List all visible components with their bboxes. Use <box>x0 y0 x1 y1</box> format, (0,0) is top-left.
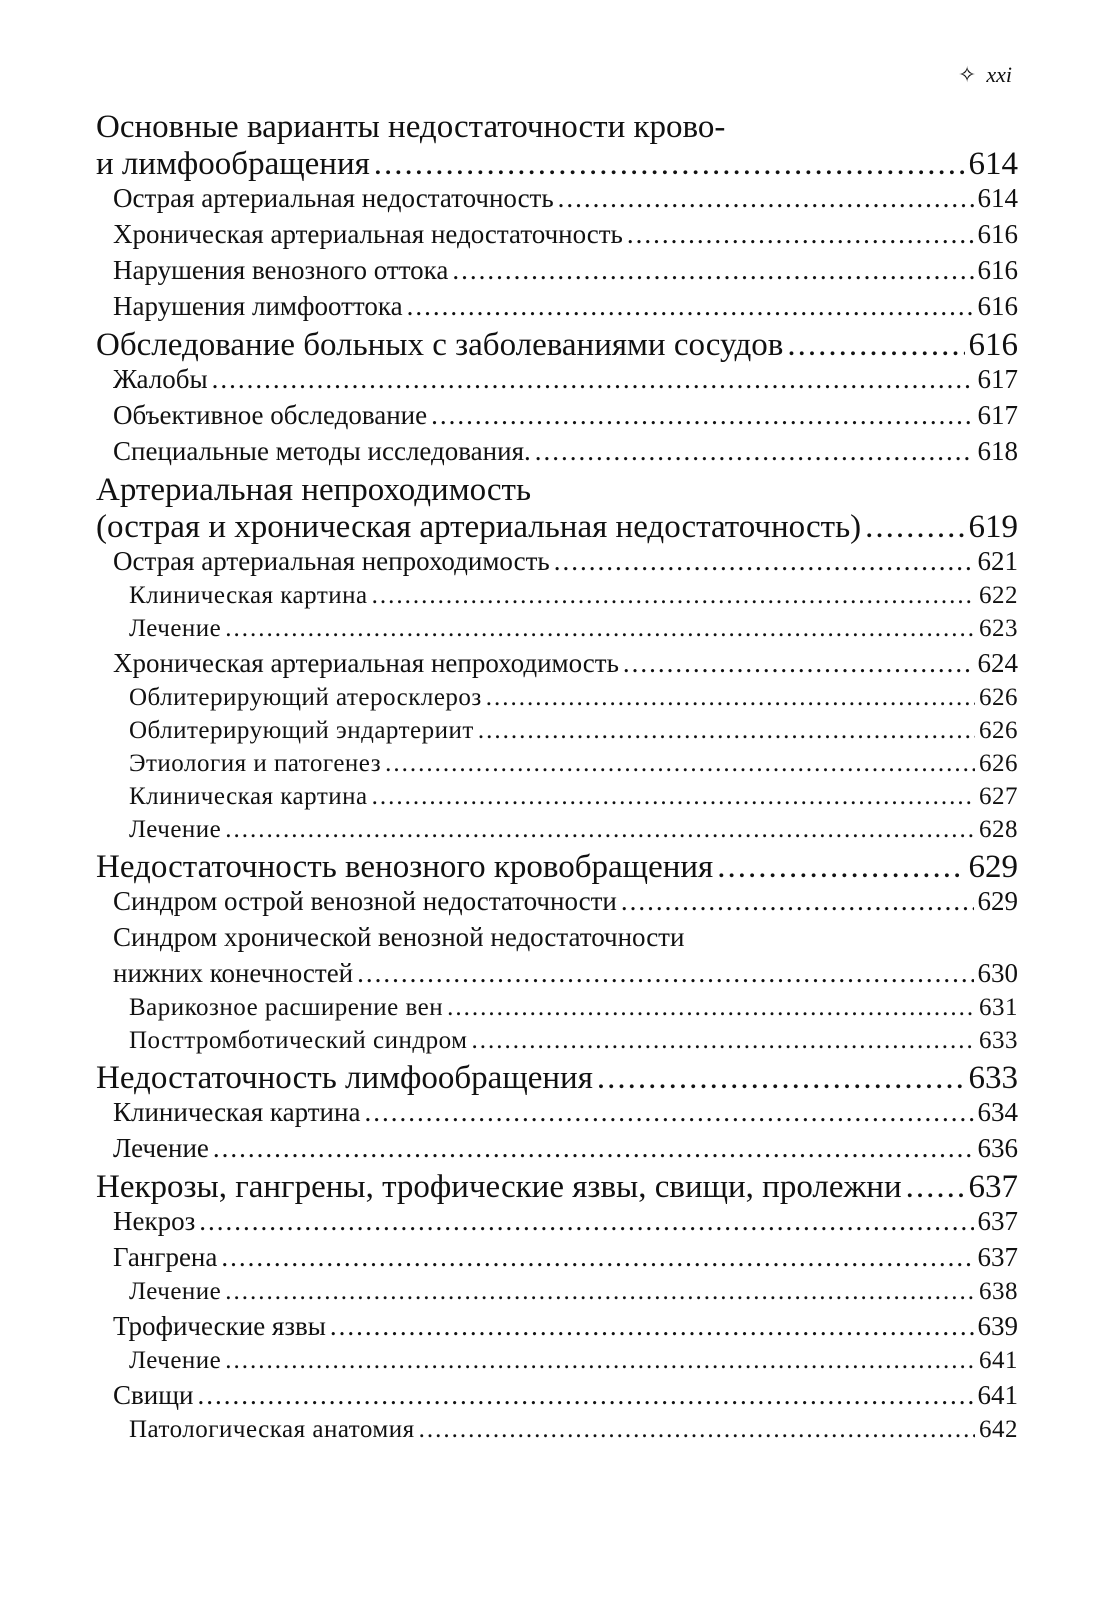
toc-entry-label: Свищи <box>113 1380 194 1410</box>
toc-entry[interactable] <box>96 993 1018 1026</box>
dot-leader <box>372 581 975 611</box>
toc-entry-label: Лечение <box>129 1278 222 1305</box>
toc-entry-label: Лечение <box>129 615 222 642</box>
toc-entry-label: Клиническая картина <box>113 1097 361 1127</box>
toc-entry-page: 628 <box>979 816 1018 843</box>
dot-leader <box>865 508 964 548</box>
toc-entry-label: Варикозное расширение вен <box>129 994 444 1021</box>
toc-entry-label: Жалобы <box>113 364 208 394</box>
dot-leader <box>627 218 974 250</box>
toc-entry[interactable] <box>96 1205 1018 1241</box>
toc-entry[interactable] <box>96 885 1018 921</box>
toc-entry-label: Нарушения лимфооттока <box>113 291 403 321</box>
toc-entry-page: 617 <box>977 364 1018 394</box>
dot-leader <box>623 647 974 679</box>
toc-entry-label: Посттромботический синдром <box>129 1027 468 1054</box>
dot-leader <box>213 1132 974 1164</box>
toc-entry-label: Хроническая артериальная недостаточность <box>113 219 623 249</box>
toc-entry[interactable] <box>96 1096 1018 1132</box>
toc-entry[interactable] <box>96 1132 1018 1168</box>
toc-entry[interactable] <box>96 435 1018 471</box>
dot-leader <box>364 1096 973 1128</box>
toc-entry-page: 614 <box>968 146 1018 182</box>
dot-leader <box>447 993 975 1023</box>
dot-leader <box>197 1379 973 1411</box>
toc-entry-page: 636 <box>977 1133 1018 1163</box>
toc-entry-page: 627 <box>979 783 1018 810</box>
toc-entry[interactable] <box>96 1346 1018 1379</box>
toc-entry[interactable] <box>96 290 1018 326</box>
toc-entry-page: 624 <box>977 648 1018 678</box>
toc-entry-page: 638 <box>979 1278 1018 1305</box>
dot-leader <box>486 683 975 713</box>
table-of-contents <box>96 108 1018 1448</box>
toc-entry-label: Острая артериальная непроходимость <box>113 546 550 576</box>
dot-leader <box>597 1059 965 1099</box>
toc-entry-label: Патологическая анатомия <box>129 1416 415 1443</box>
dot-leader <box>374 145 965 185</box>
toc-entry[interactable] <box>96 1241 1018 1277</box>
toc-entry-label: Гангрена <box>113 1242 218 1272</box>
toc-entry-label: Синдром острой венозной недостаточности <box>113 886 617 916</box>
toc-entry[interactable] <box>96 683 1018 716</box>
toc-entry[interactable] <box>96 254 1018 290</box>
toc-entry-label: нижних конечностей <box>113 958 354 988</box>
toc-entry-page: 637 <box>977 1206 1018 1236</box>
toc-entry-page: 637 <box>968 1169 1018 1205</box>
dot-leader <box>452 254 973 286</box>
dot-leader <box>407 290 974 322</box>
toc-entry[interactable] <box>96 508 1018 545</box>
dot-leader <box>431 399 973 431</box>
toc-entry-page: 637 <box>977 1242 1018 1272</box>
dot-leader <box>558 182 974 214</box>
toc-entry-label: Острая артериальная недостаточность <box>113 183 554 213</box>
toc-entry[interactable] <box>96 1059 1018 1096</box>
dot-leader <box>787 326 964 366</box>
toc-entry-page: 629 <box>968 849 1018 885</box>
toc-entry-page: 634 <box>977 1097 1018 1127</box>
toc-entry-page: 633 <box>979 1027 1018 1054</box>
toc-entry-label: Облитерирующий эндартериит <box>129 717 474 744</box>
dot-leader <box>554 545 974 577</box>
toc-entry-page: 631 <box>979 994 1018 1021</box>
toc-entry-page: 621 <box>977 546 1018 576</box>
toc-entry-title-line: Артериальная непроходимость <box>96 472 532 508</box>
toc-entry-label: Трофические язвы <box>113 1311 326 1341</box>
dot-leader <box>535 435 974 467</box>
page-number: xxi <box>986 62 1012 87</box>
toc-entry-page: 616 <box>977 255 1018 285</box>
toc-entry[interactable] <box>96 1277 1018 1310</box>
toc-entry[interactable] <box>96 581 1018 614</box>
dot-leader <box>225 815 975 845</box>
toc-entry-page: 623 <box>979 615 1018 642</box>
toc-entry-page: 641 <box>977 1380 1018 1410</box>
toc-entry-page: 626 <box>979 717 1018 744</box>
dot-leader <box>225 1277 975 1307</box>
toc-entry-page: 626 <box>979 750 1018 777</box>
toc-entry-label: Этиология и патогенез <box>129 750 382 777</box>
dot-leader <box>225 1346 975 1376</box>
toc-entry-label: Недостаточность лимфообращения <box>96 1060 593 1096</box>
toc-entry-label: Хроническая артериальная непроходимость <box>113 648 619 678</box>
toc-entry[interactable] <box>96 1310 1018 1346</box>
toc-entry[interactable] <box>96 749 1018 782</box>
dot-leader <box>221 1241 973 1273</box>
toc-entry[interactable] <box>96 957 1018 993</box>
toc-entry[interactable] <box>96 545 1018 581</box>
toc-entry-label: Объективное обследование <box>113 400 428 430</box>
toc-entry[interactable] <box>96 182 1018 218</box>
toc-entry-page: 617 <box>977 400 1018 430</box>
dot-leader <box>621 885 974 917</box>
toc-entry-title-line: Основные варианты недостаточности крово- <box>96 109 726 145</box>
toc-entry-page: 626 <box>979 684 1018 711</box>
dot-leader <box>478 716 975 746</box>
toc-entry[interactable] <box>96 614 1018 647</box>
dot-leader <box>419 1415 975 1445</box>
toc-entry[interactable] <box>96 326 1018 363</box>
toc-entry[interactable] <box>96 1415 1018 1448</box>
toc-entry-page: 616 <box>968 327 1018 363</box>
dot-leader <box>717 848 964 888</box>
dot-leader <box>906 1168 965 1208</box>
dot-leader <box>385 749 975 779</box>
toc-entry-label: Некрозы, гангрены, трофические язвы, свищи, пролежни <box>96 1169 902 1205</box>
dot-leader <box>357 957 973 989</box>
toc-entry-page: 639 <box>977 1311 1018 1341</box>
toc-entry[interactable] <box>96 716 1018 749</box>
toc-entry-page: 641 <box>979 1347 1018 1374</box>
toc-entry-page: 622 <box>979 582 1018 609</box>
toc-entry[interactable] <box>96 363 1018 399</box>
toc-entry-page: 642 <box>979 1416 1018 1443</box>
toc-entry-label: Нарушения венозного оттока <box>113 255 449 285</box>
toc-entry-label: (острая и хроническая артериальная недостаточность) <box>96 509 862 545</box>
toc-entry-title-line: Синдром хронической венозной недостаточности <box>113 922 685 952</box>
toc-entry-label: Лечение <box>129 1347 222 1374</box>
toc-entry[interactable] <box>96 815 1018 848</box>
ornament-icon: ✧ <box>957 62 977 87</box>
toc-entry[interactable] <box>96 218 1018 254</box>
toc-entry-label: Недостаточность венозного кровобращения <box>96 849 714 885</box>
toc-entry-label: Облитерирующий атеросклероз <box>129 684 482 711</box>
running-header <box>958 62 1012 88</box>
toc-entry-label: Обследование больных с заболеваниями сосудов <box>96 327 784 363</box>
dot-leader <box>372 782 975 812</box>
toc-entry-page: 619 <box>968 509 1018 545</box>
toc-entry-page: 616 <box>977 219 1018 249</box>
toc-entry[interactable] <box>96 848 1018 885</box>
toc-entry-label: и лимфообращения <box>96 146 370 182</box>
toc-entry-page: 614 <box>977 183 1018 213</box>
toc-entry-label: Некроз <box>113 1206 196 1236</box>
toc-entry[interactable] <box>96 647 1018 683</box>
toc-entry[interactable] <box>96 1168 1018 1205</box>
dot-leader <box>471 1026 975 1056</box>
toc-entry[interactable] <box>96 782 1018 815</box>
dot-leader <box>199 1205 973 1237</box>
toc-entry[interactable] <box>96 1379 1018 1415</box>
toc-entry-label: Клиническая картина <box>129 783 368 810</box>
toc-entry-page: 618 <box>977 436 1018 466</box>
dot-leader <box>212 363 974 395</box>
toc-entry-label: Клиническая картина <box>129 582 368 609</box>
toc-entry[interactable] <box>96 399 1018 435</box>
toc-entry-page: 633 <box>968 1060 1018 1096</box>
dot-leader <box>330 1310 974 1342</box>
toc-entry[interactable] <box>96 145 1018 182</box>
toc-entry-page: 629 <box>977 886 1018 916</box>
toc-entry-label: Специальные методы исследования. <box>113 436 531 466</box>
toc-entry-label: Лечение <box>129 816 222 843</box>
toc-entry-page: 616 <box>977 291 1018 321</box>
toc-entry-label: Лечение <box>113 1133 209 1163</box>
dot-leader <box>225 614 975 644</box>
toc-entry[interactable] <box>96 1026 1018 1059</box>
toc-entry-page: 630 <box>977 958 1018 988</box>
